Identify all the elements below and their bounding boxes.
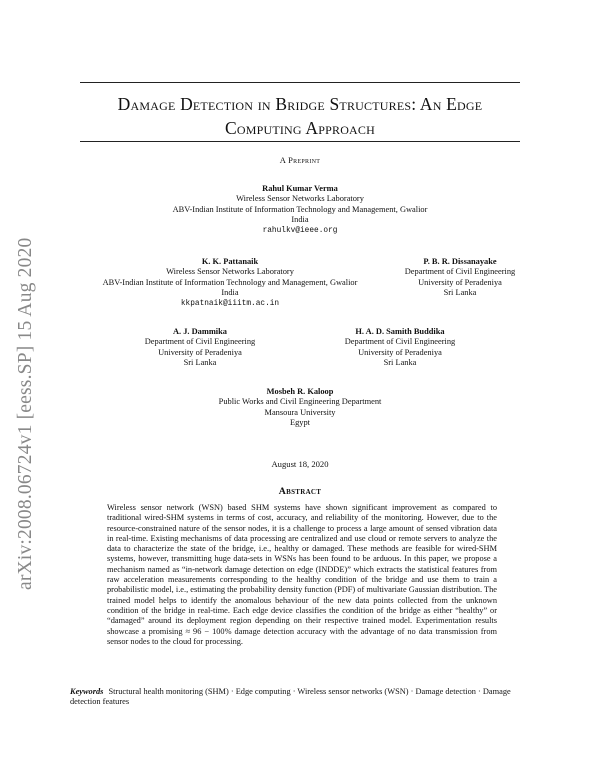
title-line-2: Computing Approach [224, 118, 375, 138]
keywords-section [70, 687, 532, 708]
preprint-label: A Preprint [279, 155, 321, 165]
title-bottom-rule [80, 141, 520, 142]
author-affiliation: Public Works and Civil Engineering Department [218, 397, 382, 407]
author-affiliation: Sri Lanka [443, 288, 477, 298]
author-block [380, 257, 540, 299]
author-name: P. B. R. Dissanayake [423, 257, 497, 266]
abstract-body: Wireless sensor network (WSN) based SHM systems have shown significant improvement as compared to traditional wired-SHM systems in terms of cost, accuracy, and reliability of the monitoring. However, due to the resource-constrained nature of the sensor nodes, it is a challenge to process a large amount of sensed vibration data in real-time. Existing mechanisms of data processing are centralized and use cloud or remote servers to analyze the data to characterize the state of the bridge, i.e., healthy or damaged. These methods are feasible for wired-SHM systems, however, transmitting huge data-sets in WSNs has been found to be arduous. In this paper, we propose a mechanism named as “in-network damage detection on edge (INDDE)” which extracts the statistical features from raw acceleration measurements corresponding to the healthy condition of the bridge and use them to train a probabilistic model, i.e., estimating the probability density function (PDF) of multivariate Gaussian distribution. The trained model helps to identify the anomalous behaviour of the new data points collected from the unknown condition of the bridge in real-time. Each edge device classifies the condition of the bridge as either “healthy” or “damaged” around its deployment region depending on their respective trained model. Experimentation results showcase a promising ≈ 96 − 100% damage detection accuracy with the advantage of no data transmission from sensor nodes to the cloud for processing. [107, 503, 497, 646]
author-affiliation: India [221, 288, 239, 298]
author-block [180, 387, 420, 429]
author-email[interactable]: kkpatnaik@iiitm.ac.in [180, 299, 280, 308]
author-affiliation: Mansoura University [264, 407, 336, 417]
keywords-label: Keywords [70, 687, 104, 696]
author-affiliation: Sri Lanka [383, 358, 417, 368]
author-affiliation: University of Peradeniya [158, 347, 242, 357]
author-affiliation: Sri Lanka [183, 358, 217, 368]
author-affiliation: Wireless Sensor Networks Laboratory [236, 194, 364, 204]
author-name: Mosbeh R. Kaloop [266, 387, 334, 396]
author-affiliation: ABV-Indian Institute of Information Technology and Management, Gwalior [172, 204, 428, 214]
author-block [120, 327, 280, 369]
author-block [150, 184, 450, 236]
author-affiliation: Department of Civil Engineering [144, 337, 256, 347]
author-affiliation: ABV-Indian Institute of Information Technology and Management, Gwalior [102, 277, 358, 287]
author-name: Rahul Kumar Verma [262, 184, 338, 193]
keywords-list: Structural health monitoring (SHM) · Edge computing · Wireless sensor networks (WSN) · Damage detection · Damage detection features [70, 687, 511, 707]
title-top-rule [80, 82, 520, 83]
author-block [70, 257, 390, 309]
author-name: K. K. Pattanaik [201, 257, 259, 266]
author-block [320, 327, 480, 369]
abstract-heading: Abstract [278, 486, 322, 497]
author-affiliation: University of Peradeniya [418, 277, 502, 287]
author-email[interactable]: rahulkv@ieee.org [262, 226, 338, 235]
author-affiliation: Wireless Sensor Networks Laboratory [166, 267, 294, 277]
title-line-1: Damage Detection in Bridge Structures: An Edge [117, 94, 483, 114]
paper-date: August 18, 2020 [271, 459, 329, 469]
arxiv-identifier: arXiv:2008.06724v1 [eess.SP] 15 Aug 2020 [15, 237, 36, 590]
author-affiliation: University of Peradeniya [358, 347, 442, 357]
author-affiliation: Egypt [289, 418, 310, 428]
author-name: H. A. D. Samith Buddika [355, 327, 445, 336]
paper-title [60, 92, 540, 140]
author-affiliation: Department of Civil Engineering [404, 267, 516, 277]
author-affiliation: Department of Civil Engineering [344, 337, 456, 347]
author-name: A. J. Dammika [173, 327, 227, 336]
author-affiliation: India [291, 215, 309, 225]
